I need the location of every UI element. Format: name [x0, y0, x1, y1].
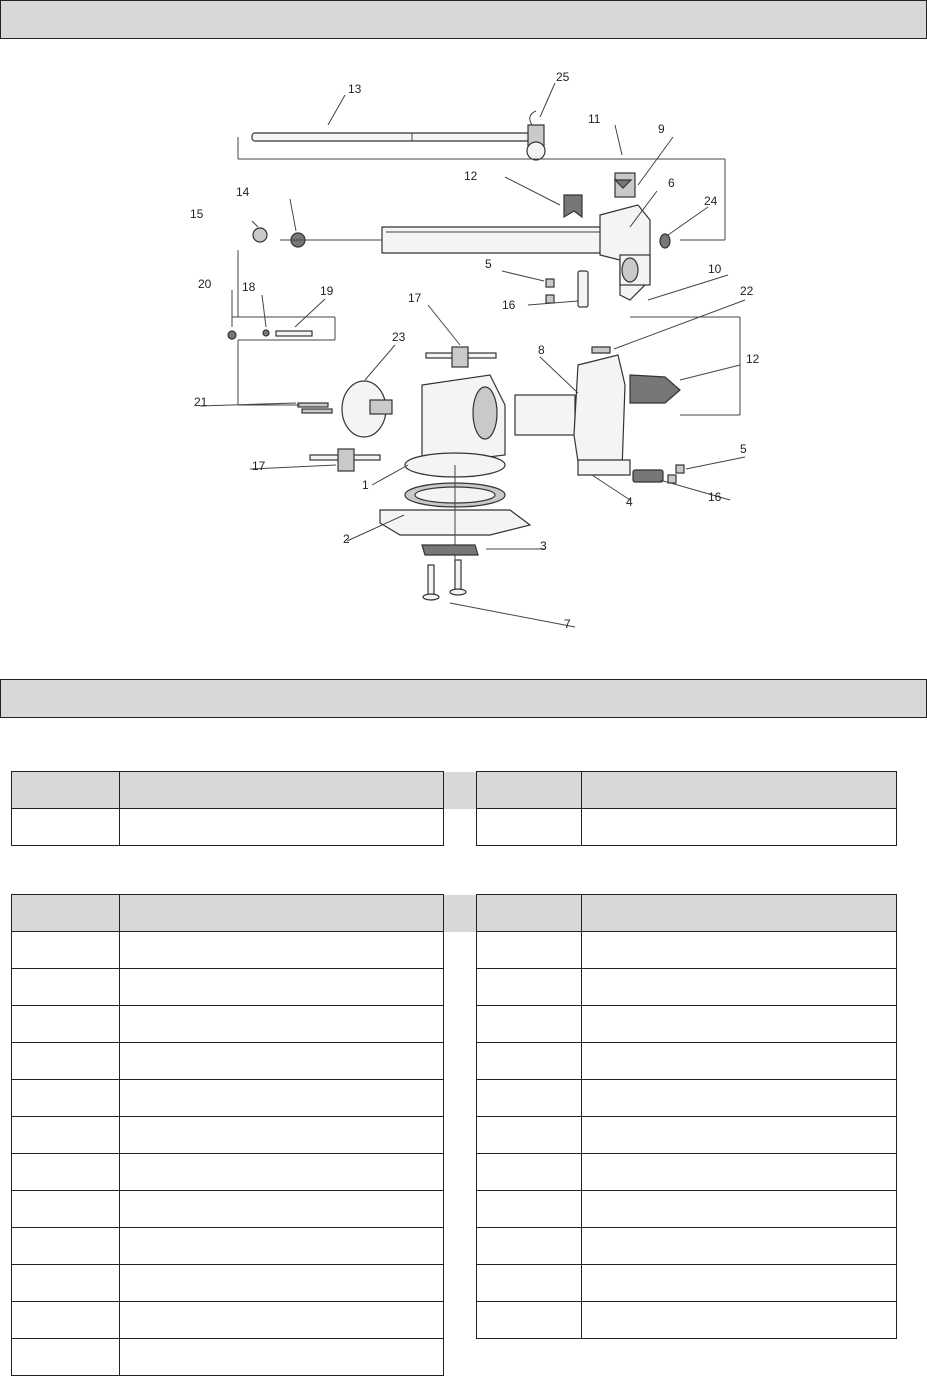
parts-cell — [12, 1117, 120, 1154]
part-21-pins — [298, 403, 328, 407]
spec-header-cell — [120, 772, 444, 809]
parts-empty — [582, 1339, 897, 1376]
parts-cell — [477, 1006, 582, 1043]
parts-cell — [582, 1265, 897, 1302]
callout-17b: 17 — [252, 459, 266, 473]
parts-gap — [444, 1265, 477, 1302]
parts-cell — [120, 1006, 444, 1043]
parts-gap — [444, 1154, 477, 1191]
parts-cell — [120, 1117, 444, 1154]
parts-cell — [477, 1191, 582, 1228]
parts-cell — [120, 1228, 444, 1265]
spec-header-gap — [444, 772, 477, 809]
parts-gap — [444, 1339, 477, 1376]
parts-cell — [582, 1228, 897, 1265]
callout-21: 21 — [194, 395, 208, 409]
callout-10: 10 — [708, 262, 722, 276]
parts-gap — [444, 1043, 477, 1080]
parts-table-header — [12, 895, 897, 932]
table-row — [12, 1043, 897, 1080]
parts-cell — [120, 1080, 444, 1117]
callout-18: 18 — [242, 280, 256, 294]
part-19-pin — [276, 331, 312, 336]
parts-cell — [12, 1228, 120, 1265]
spec-table-header — [12, 772, 897, 809]
parts-cell — [120, 1302, 444, 1339]
parts-cell — [12, 1265, 120, 1302]
table-row — [12, 1154, 897, 1191]
parts-cell — [12, 932, 120, 969]
top-header-bar — [0, 0, 927, 39]
callout-4: 4 — [626, 495, 633, 509]
parts-cell — [582, 932, 897, 969]
parts-header-cell — [477, 895, 582, 932]
callout-19: 19 — [320, 284, 334, 298]
parts-cell — [12, 1191, 120, 1228]
table-row — [12, 1117, 897, 1154]
callout-20: 20 — [198, 277, 212, 291]
parts-cell — [582, 1117, 897, 1154]
callout-6: 6 — [668, 176, 675, 190]
parts-gap — [444, 1117, 477, 1154]
parts-cell — [582, 1302, 897, 1339]
spec-cell — [582, 809, 897, 846]
part-15-nut — [253, 228, 267, 242]
callout-22: 22 — [740, 284, 754, 298]
part-13-handle — [252, 111, 545, 160]
parts-cell — [477, 1228, 582, 1265]
part-16-jaw-plate-lower — [633, 470, 663, 482]
parts-cell — [12, 1043, 120, 1080]
spec-header-cell — [477, 772, 582, 809]
part-5-screw-lower — [676, 465, 684, 473]
callout-16a: 16 — [502, 298, 516, 312]
part-8-jaw-body — [515, 355, 630, 475]
callout-12a: 12 — [464, 169, 478, 183]
callout-9: 9 — [658, 122, 665, 136]
parts-cell — [120, 1154, 444, 1191]
spec-cell — [477, 809, 582, 846]
table-row — [12, 1080, 897, 1117]
section-header-bar — [0, 679, 927, 718]
part-3-plate — [422, 545, 478, 555]
callout-5b: 5 — [740, 442, 747, 456]
parts-table — [11, 894, 897, 1376]
parts-cell — [582, 1080, 897, 1117]
parts-cell — [477, 969, 582, 1006]
parts-cell — [120, 1339, 444, 1376]
part-17-t-handle-upper — [426, 347, 496, 367]
parts-cell — [12, 1339, 120, 1376]
table-row — [12, 1006, 897, 1043]
part-23-rotating-head — [342, 381, 392, 437]
part-20 — [228, 331, 236, 339]
parts-cell — [582, 1154, 897, 1191]
parts-header-gap — [444, 895, 477, 932]
part-12-jaw-right — [630, 375, 680, 403]
parts-cell — [582, 1191, 897, 1228]
spec-cell — [120, 809, 444, 846]
callout-2: 2 — [343, 532, 350, 546]
parts-cell — [582, 1043, 897, 1080]
callout-1: 1 — [362, 478, 369, 492]
callout-7: 7 — [564, 617, 571, 631]
parts-cell — [477, 1117, 582, 1154]
parts-cell — [120, 969, 444, 1006]
parts-header-cell — [12, 895, 120, 932]
parts-cell — [477, 1265, 582, 1302]
parts-cell — [477, 932, 582, 969]
parts-cell — [120, 1043, 444, 1080]
part-18 — [263, 330, 269, 336]
callout-8b: 8 — [538, 343, 545, 357]
parts-header-cell — [582, 895, 897, 932]
callout-17a: 17 — [408, 291, 422, 305]
parts-cell — [477, 1302, 582, 1339]
parts-cell — [12, 1006, 120, 1043]
table-row — [12, 1265, 897, 1302]
table-row — [12, 1191, 897, 1228]
part-1-body — [405, 375, 505, 477]
part-17-t-handle-lower — [310, 449, 380, 471]
parts-cell — [120, 932, 444, 969]
spec-cell — [12, 809, 120, 846]
parts-gap — [444, 932, 477, 969]
part-22 — [592, 347, 610, 353]
parts-header-cell — [120, 895, 444, 932]
parts-gap — [444, 1191, 477, 1228]
callout-14: 14 — [236, 185, 250, 199]
table-row — [12, 1339, 897, 1376]
parts-cell — [12, 1080, 120, 1117]
callout-25: 25 — [556, 70, 570, 84]
callout-13: 13 — [348, 82, 362, 96]
parts-cell — [477, 1043, 582, 1080]
spec-gap — [444, 809, 477, 846]
table-row — [12, 969, 897, 1006]
callout-12b: 12 — [746, 352, 760, 366]
parts-gap — [444, 969, 477, 1006]
parts-empty — [477, 1339, 582, 1376]
table-row — [12, 1228, 897, 1265]
callout-24: 24 — [704, 194, 718, 208]
parts-gap — [444, 1006, 477, 1043]
part-5-screw-top — [546, 279, 554, 287]
callout-16b: 16 — [708, 490, 722, 504]
spec-header-cell — [582, 772, 897, 809]
callout-23: 23 — [392, 330, 406, 344]
parts-cell — [582, 969, 897, 1006]
parts-cell — [582, 1006, 897, 1043]
callout-5a: 5 — [485, 257, 492, 271]
parts-cell — [477, 1154, 582, 1191]
parts-gap — [444, 1302, 477, 1339]
parts-gap — [444, 1080, 477, 1117]
callout-15: 15 — [190, 207, 204, 221]
part-24-ring — [660, 234, 670, 248]
parts-gap — [444, 1228, 477, 1265]
part-12-jaw-upper — [564, 195, 582, 217]
parts-cell — [120, 1191, 444, 1228]
spec-header-cell — [12, 772, 120, 809]
part-16-jaw-plate-top — [578, 271, 588, 307]
parts-cell — [12, 1154, 120, 1191]
spec-table-row — [12, 809, 897, 846]
spec-table — [11, 771, 897, 846]
table-row — [12, 932, 897, 969]
parts-cell — [12, 1302, 120, 1339]
table-row — [12, 1302, 897, 1339]
callout-11: 11 — [588, 112, 601, 126]
parts-cell — [12, 969, 120, 1006]
part-7-bolts — [423, 560, 466, 600]
parts-cell — [120, 1265, 444, 1302]
parts-cell — [477, 1080, 582, 1117]
part-main-bar — [382, 173, 650, 300]
exploded-parts-diagram — [160, 55, 780, 645]
callout-3: 3 — [540, 539, 547, 553]
